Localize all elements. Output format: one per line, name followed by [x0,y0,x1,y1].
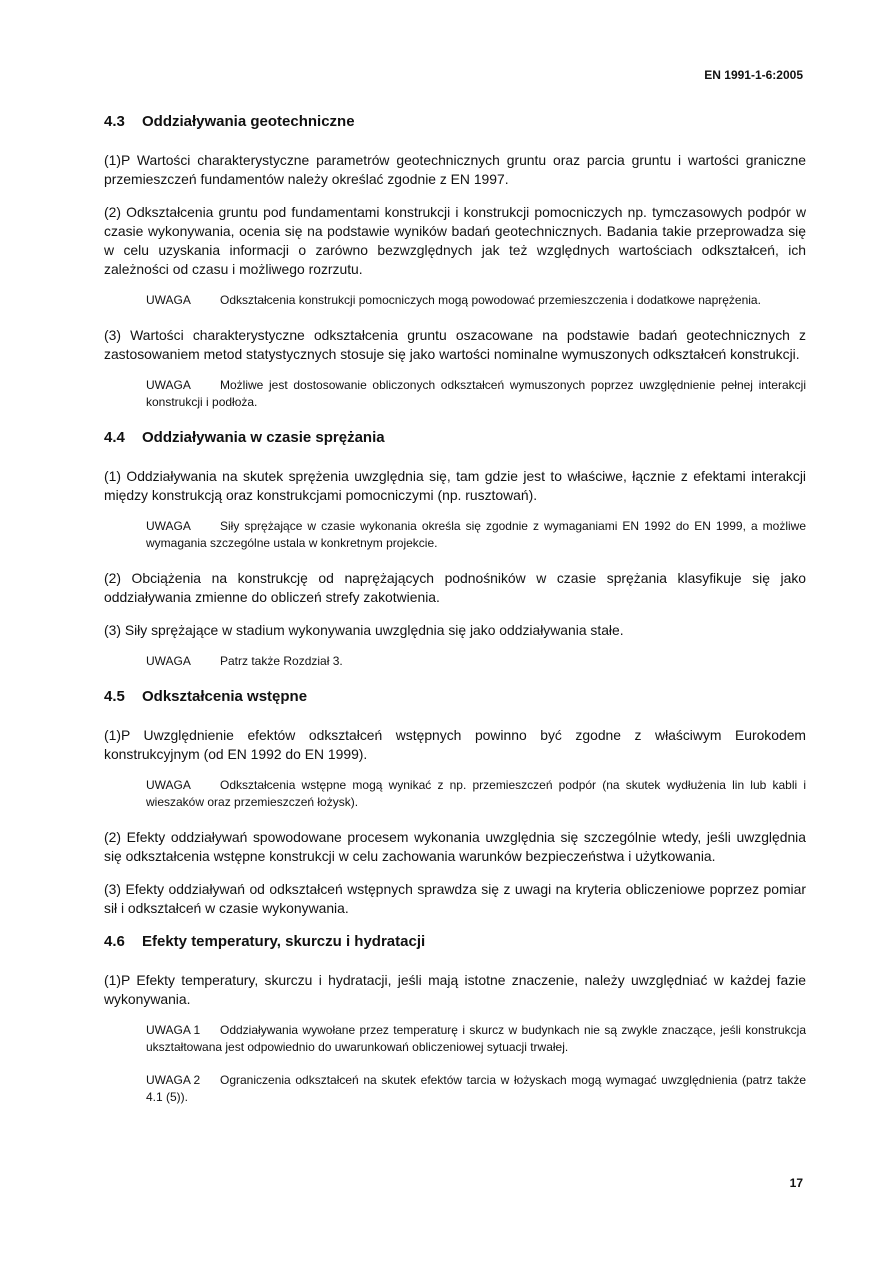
note-label: UWAGA [146,519,191,533]
paragraph: (2) Odkształcenia gruntu pod fundamentami konstrukcji i konstrukcji pomocniczych np. tymczasowych podpór w czasie wykonywania, ocenia się na podstawie wyników badań geotechnicznych. Badania takie przeprowadza się w celu uzyskania informacji o zarówno bezwzględnych jak też względnych wartościach odkształceń, ich zależności od czasu i możliwego rozrzutu. [104,204,806,277]
note-label: UWAGA 1 [146,1023,201,1037]
note-text: Siły sprężające w czasie wykonania określa się zgodnie z wymaganiami EN 1992 do EN 1999, a możliwe wymagania szczególne ustala w konkretnym projekcie. [146,519,806,550]
note [146,777,806,811]
section-number: 4.5 [104,688,125,705]
note-text: Oddziaływania wywołane przez temperaturę i skurcz w budynkach nie są zwykle znaczące, jeśli konstrukcja ukształtowana jest odpowiednio do uwarunkowań obliczeniowej sytuacji trwałej. [146,1023,806,1054]
section-number: 4.3 [104,113,125,130]
note-label: UWAGA [146,293,191,307]
note-label: UWAGA 2 [146,1073,201,1087]
note-text: Ograniczenia odkształceń na skutek efektów tarcia w łożyskach mogą wymagać uwzględnienia (patrz także 4.1 (5)). [146,1073,806,1104]
document-id: EN 1991-1-6:2005 [704,68,803,82]
section-4-4 [104,428,806,670]
section-title: Oddziaływania w czasie sprężania [142,429,385,446]
paragraph: (1)P Efekty temperatury, skurczu i hydratacji, jeśli mają istotne znaczenie, należy uwzględniać w każdej fazie wykonywania. [104,972,806,1007]
note-text: Patrz także Rozdział 3. [220,654,343,668]
paragraph: (1) Oddziaływania na skutek sprężenia uwzględnia się, tam gdzie jest to właściwe, łącznie z efektami interakcji między konstrukcją oraz konstrukcjami pomocniczymi (np. rusztowań). [104,468,806,503]
note-text: Odkształcenia wstępne mogą wynikać z np. przemieszczeń podpór (na skutek wydłużenia lin lub kabli i wieszaków oraz przemieszczeń łożysk). [146,778,806,809]
paragraph: (3) Siły sprężające w stadium wykonywania uwzględnia się jako oddziaływania stałe. [104,622,624,638]
note [146,292,806,309]
note-text: Możliwe jest dostosowanie obliczonych odkształceń wymuszonych poprzez uwzględnienie pełnej interakcji konstrukcji i podłoża. [146,378,806,409]
section-heading [104,687,806,707]
document-body [104,112,806,1123]
note-text: Odkształcenia konstrukcji pomocniczych mogą powodować przemieszczenia i dodatkowe naprężenia. [220,293,761,307]
section-4-6 [104,932,806,1106]
section-title: Odkształcenia wstępne [142,688,308,705]
section-number: 4.4 [104,429,125,446]
paragraph: (1)P Wartości charakterystyczne parametrów geotechnicznych gruntu oraz parcia gruntu i wartości graniczne przemieszczeń fundamentów należy określać zgodnie z EN 1997. [104,152,806,187]
paragraph: (3) Efekty oddziaływań od odkształceń wstępnych sprawdza się z uwagi na kryteria obliczeniowe poprzez pomiar sił i odkształceń w czasie wykonywania. [104,881,806,916]
section-number: 4.6 [104,933,125,950]
page-number: 17 [789,1176,803,1190]
note [146,1022,806,1056]
paragraph: (2) Obciążenia na konstrukcję od naprężających podnośników w czasie sprężania klasyfikuje się jako oddziaływania zmienne do obliczeń strefy zakotwienia. [104,570,806,605]
note [146,377,806,411]
section-4-3 [104,112,806,411]
note-label: UWAGA [146,378,191,392]
note [146,1072,806,1106]
paragraph: (3) Wartości charakterystyczne odkształcenia gruntu oszacowane na podstawie badań geotechnicznych z zastosowaniem metod statystycznych stosuje się jako wartości nominalne wymuszonych odkształceń konstrukcji. [104,327,806,362]
section-title: Oddziaływania geotechniczne [142,113,355,130]
paragraph: (1)P Uwzględnienie efektów odkształceń wstępnych powinno być zgodne z właściwym Eurokodem konstrukcyjnym (od EN 1992 do EN 1999). [104,727,806,762]
section-heading [104,932,806,952]
note [146,518,806,552]
section-heading [104,112,806,132]
note-label: UWAGA [146,778,191,792]
section-heading [104,428,806,448]
note-label: UWAGA [146,654,191,668]
section-4-5 [104,687,806,918]
note [146,653,806,670]
paragraph: (2) Efekty oddziaływań spowodowane procesem wykonania uwzględnia się szczególnie wtedy, jeśli uwzględnia się odkształcenia wstępne konstrukcji w celu zachowania warunków bezpieczeństwa i użytkowania. [104,829,806,864]
section-title: Efekty temperatury, skurczu i hydratacji [142,933,426,950]
